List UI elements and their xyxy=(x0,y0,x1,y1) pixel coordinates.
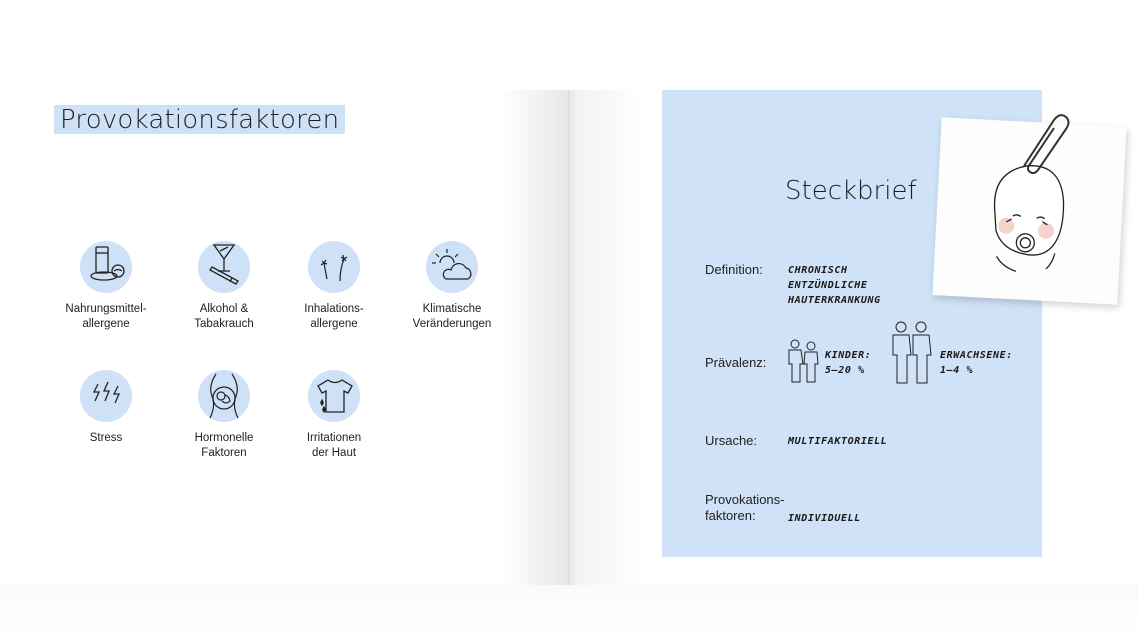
cause-label: Ursache: xyxy=(705,433,758,448)
factor-label: Stress xyxy=(89,432,123,444)
book-fold xyxy=(568,90,569,585)
adults-prevalence: ERWACHSENE: 1–4 % xyxy=(940,350,1013,376)
lightning-icon xyxy=(80,370,132,422)
factor-label: Klimatische Veränderungen xyxy=(412,303,492,330)
cause-value: MULTIFAKTORIELL xyxy=(788,436,888,447)
factor-label: Irritationen der Haut xyxy=(306,432,362,459)
food-allergen-icon xyxy=(80,241,132,293)
factor-hormonal xyxy=(169,370,279,461)
factor-food-allergens xyxy=(51,241,161,332)
page-bottom-shade xyxy=(0,585,1138,640)
pregnancy-icon xyxy=(198,370,250,422)
dandelion-icon xyxy=(308,241,360,293)
adults-icon xyxy=(890,320,934,386)
factor-label: Nahrungsmittel- allergene xyxy=(65,303,147,330)
factor-label: Inhalations- allergene xyxy=(304,303,364,330)
page-title: Provokationsfaktoren xyxy=(54,105,345,134)
children-icon xyxy=(786,338,820,386)
prevalence-label: Prävalenz: xyxy=(705,355,767,370)
factor-label: Alkohol & Tabakrauch xyxy=(194,303,254,330)
left-page xyxy=(0,0,560,640)
factor-climate xyxy=(397,241,507,332)
shirt-icon xyxy=(308,370,360,422)
children-prevalence: KINDER: 5–20 % xyxy=(825,350,872,376)
card-title: Steckbrief xyxy=(785,176,917,206)
factor-skin-irritation xyxy=(279,370,389,461)
paperclip-icon xyxy=(1018,110,1070,174)
weather-icon xyxy=(426,241,478,293)
alcohol-tobacco-icon xyxy=(198,241,250,293)
definition-value: CHRONISCH ENTZÜNDLICHE HAUTERKRANKUNG xyxy=(788,265,881,306)
factor-inhalation-allergens xyxy=(279,241,389,332)
factor-alcohol-tobacco xyxy=(169,241,279,332)
book-spine-shadow xyxy=(498,90,640,585)
provocation-value: INDIVIDUELL xyxy=(788,513,861,524)
provocation-label: Provokations- faktoren: xyxy=(705,492,785,523)
definition-label: Definition: xyxy=(705,262,763,277)
factor-stress xyxy=(51,370,161,446)
factor-label: Hormonelle Faktoren xyxy=(194,432,254,459)
